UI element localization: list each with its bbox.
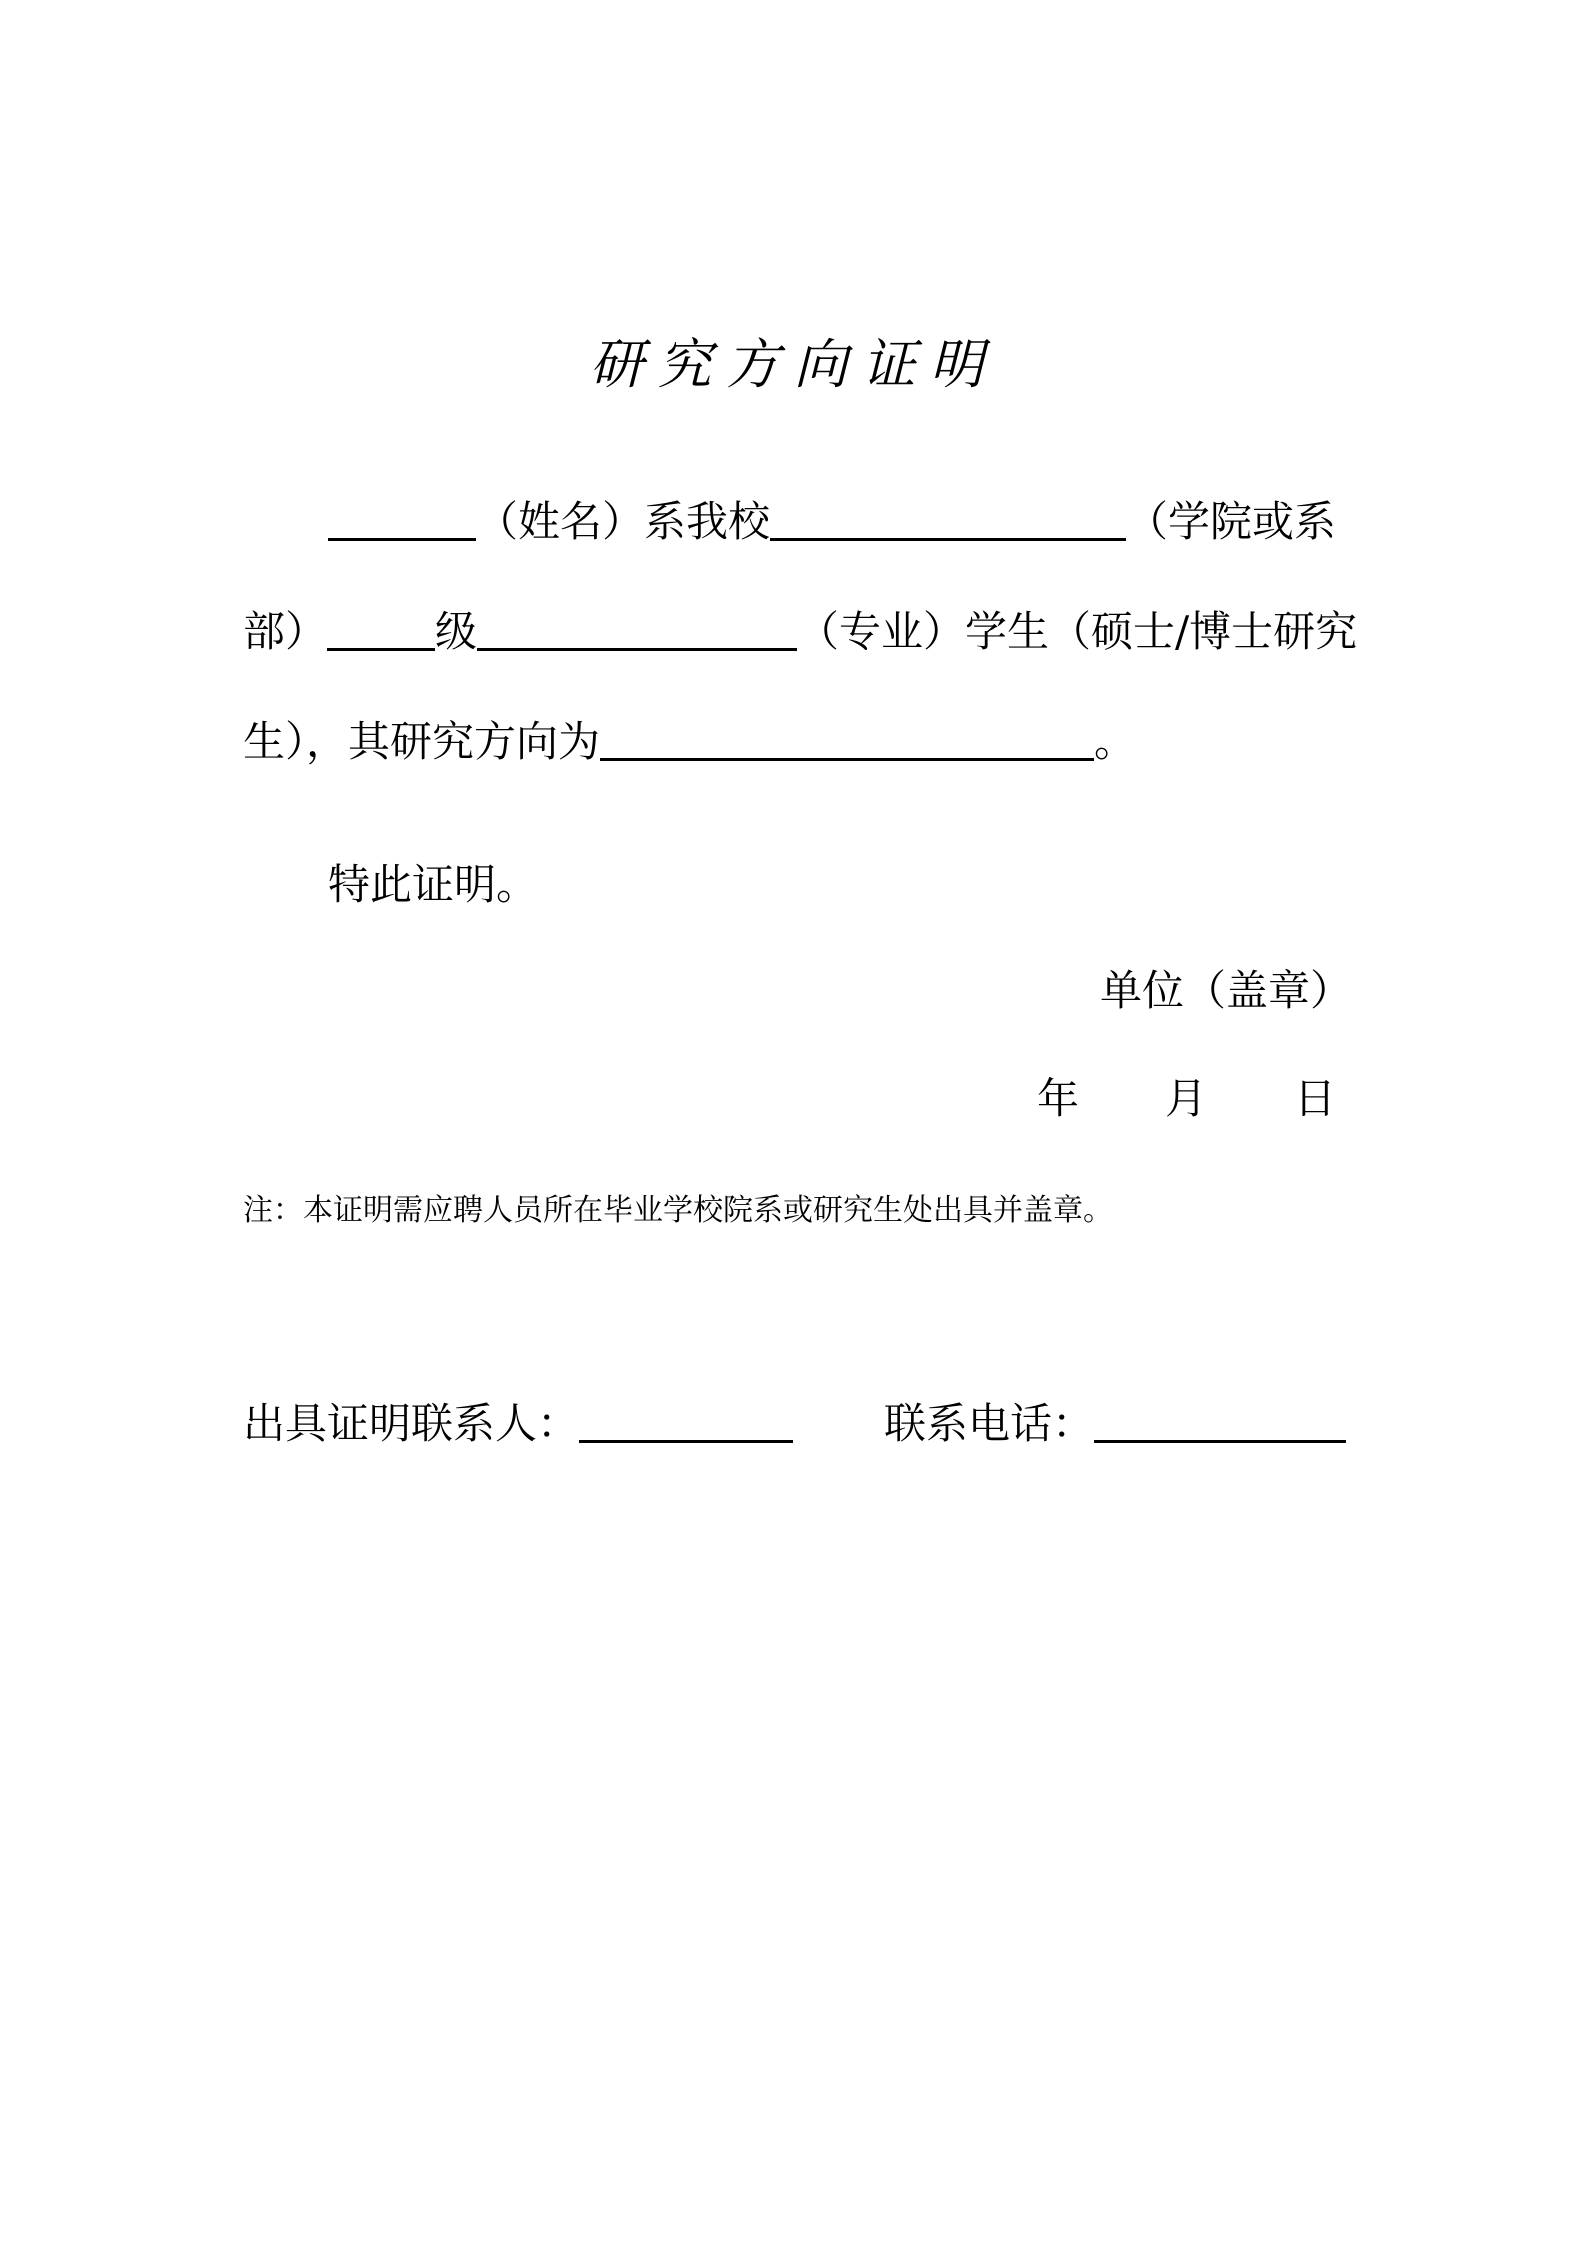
note-text: 注：本证明需应聘人员所在毕业学校院系或研究生处出具并盖章。 bbox=[243, 1193, 1113, 1228]
phone-blank[interactable] bbox=[1094, 1398, 1346, 1443]
student-close: 生），其研究方向为 bbox=[243, 716, 601, 766]
dept-close: 部） bbox=[243, 606, 328, 656]
name-blank[interactable] bbox=[328, 496, 476, 541]
date-month: 月 bbox=[1165, 1074, 1208, 1123]
research-direction-blank[interactable] bbox=[600, 716, 1094, 761]
paragraph-line-3 bbox=[243, 716, 1137, 766]
date-year: 年 bbox=[1037, 1074, 1080, 1123]
closing-text: 特此证明。 bbox=[328, 860, 539, 909]
grade-blank[interactable] bbox=[327, 606, 435, 651]
phone-line bbox=[884, 1398, 1346, 1448]
major-blank[interactable] bbox=[477, 606, 797, 651]
contact-line bbox=[243, 1398, 793, 1448]
grade-label: 级 bbox=[435, 606, 478, 656]
paragraph-line-1 bbox=[328, 496, 1337, 546]
school-college-blank[interactable] bbox=[770, 496, 1126, 541]
page-title: 研究方向证明 bbox=[589, 333, 998, 396]
paragraph-line-2 bbox=[243, 606, 1358, 656]
college-label: （学院或系 bbox=[1126, 496, 1337, 546]
period: 。 bbox=[1094, 716, 1137, 766]
contact-label: 出具证明联系人： bbox=[243, 1398, 580, 1448]
name-label: （姓名）系我校 bbox=[476, 496, 771, 546]
phone-label: 联系电话： bbox=[884, 1398, 1095, 1448]
date-day: 日 bbox=[1294, 1074, 1337, 1123]
contact-person-blank[interactable] bbox=[579, 1398, 793, 1443]
stamp-label: 单位（盖章） bbox=[1100, 966, 1353, 1015]
major-label: （专业）学生（硕士/博士研究 bbox=[797, 606, 1358, 656]
